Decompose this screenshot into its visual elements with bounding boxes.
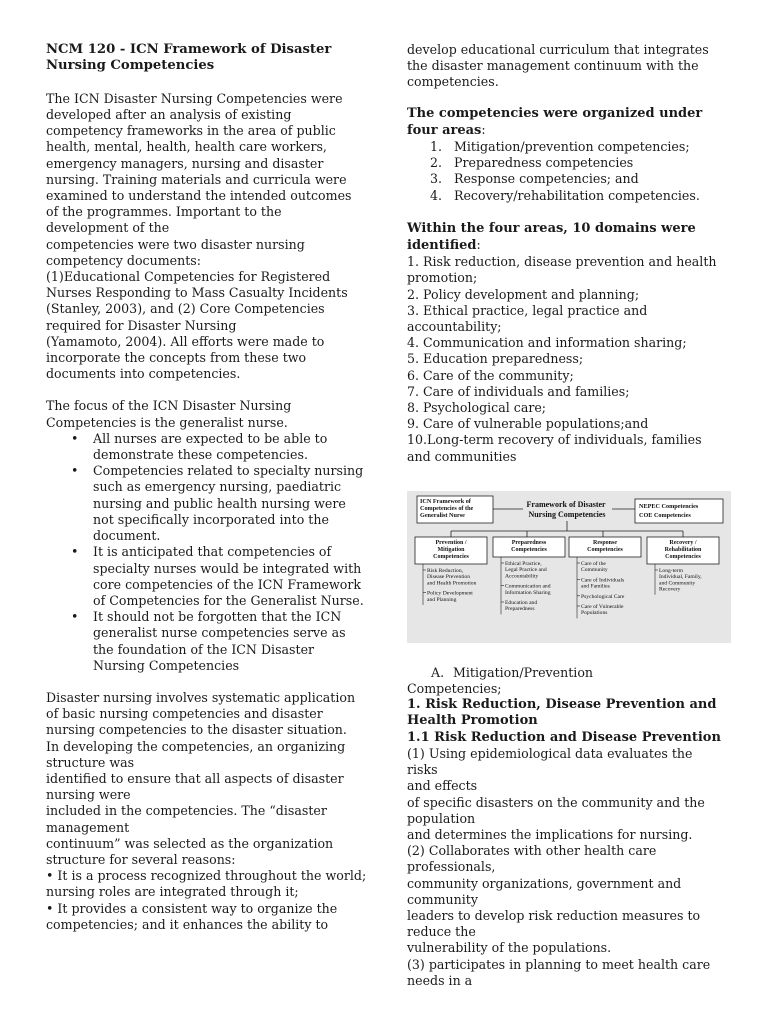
list-item: 2. Policy development and planning; [407, 286, 640, 302]
text-line: health, mental, health, health care workers, [46, 139, 327, 155]
continuum-paragraph [46, 690, 368, 933]
continued-paragraph [407, 42, 723, 91]
list-item: 1. Mitigation/prevention competencies; [430, 139, 690, 155]
text-line: nursing were [46, 787, 131, 803]
text-line: community organizations, government and [407, 875, 682, 891]
left-column [46, 42, 368, 933]
area-item: Policy Development and Planning [427, 590, 473, 603]
text-line: management [46, 819, 130, 835]
area-title: Recovery / Rehabilitation Competencies [664, 539, 702, 560]
text-line: population [407, 810, 476, 826]
document-title: NCM 120 - ICN Framework of Disaster Nursing Competencies [46, 42, 332, 74]
list-item: 9. Care of vulnerable populations;and [407, 416, 649, 432]
list-item: 7. Care of individuals and families; [407, 383, 630, 399]
text-line: The ICN Disaster Nursing Competencies were [46, 90, 343, 106]
list-item: 4. Recovery/rehabilitation competencies. [430, 187, 700, 203]
area-title: Prevention / Mitigation Competencies [433, 539, 469, 560]
text-line: (3) participates in planning to meet health care [407, 956, 711, 972]
text-line: the disaster management continuum with the [407, 58, 699, 74]
text-line: of the programmes. Important to the [46, 204, 282, 220]
text-line: developed after an analysis of existing [46, 107, 292, 123]
text-line: In developing the competencies, an organizing [46, 738, 346, 754]
text-line: needs in a [407, 972, 473, 988]
text-line: structure for several reasons: [46, 851, 236, 867]
text-line: competencies were two disaster nursing [46, 236, 305, 252]
text-line: identified to ensure that all aspects of disaster [46, 770, 344, 786]
svg-text:ICN Framework of Compe: ICN Framework of Competencies of the Generalist Nurse [420, 497, 474, 519]
list-item: 8. Psychological care; [407, 400, 547, 416]
text-line: (Stanley, 2003), and (2) Core Competencies [46, 301, 325, 317]
area-item: Risk Reduction, Disease Prevention and Health Promotion [427, 567, 477, 587]
text-line: and determines the implications for nursing. [407, 826, 693, 842]
text-line: documents into competencies. [46, 366, 241, 382]
list-item: 3. Response competencies; and [430, 171, 639, 187]
text-line: development of the [46, 220, 170, 236]
area-item: Care of Individuals and Families [581, 577, 625, 590]
area-title: Response Competencies [587, 539, 623, 553]
text-line: Competencies is the generalist nurse. [46, 414, 288, 430]
list-item: 2. Preparedness competencies [430, 155, 634, 171]
list-item: • It is anticipated that competencies of specialty nurses would be integrated with core competencies of the ICN Framework of Competencies for the Generalist Nurse. [93, 544, 368, 609]
text-line: develop educational curriculum that integrates [407, 42, 709, 57]
list-item: 10.Long-term recovery of individuals, families and communities [407, 432, 702, 464]
text-line: reduce the [407, 924, 476, 940]
text-line: The focus of the ICN Disaster Nursing [46, 398, 292, 414]
text-line: • It provides a consistent way to organize the [46, 900, 338, 916]
svg-text:Framework of Disaster: Framework of Disaster Nursing Competencies [526, 499, 606, 519]
areas-heading: The competencies were organized under four areas: [407, 105, 703, 138]
text-line: nursing roles are integrated through it; [46, 884, 299, 900]
heading-1-1: 1.1 Risk Reduction and Disease Prevention [407, 729, 721, 745]
svg-text:NEPEC Competencies COE: NEPEC Competencies COE Competencies [639, 502, 699, 519]
text-line: leaders to develop risk reduction measures to [407, 907, 701, 923]
section-a-heading: A. Mitigation/Prevention [431, 664, 594, 680]
list-item: 6. Care of the community; [407, 367, 574, 383]
text-line: (Yamamoto, 2004). All efforts were made to [46, 333, 325, 349]
text-line: Nurses Responding to Mass Casualty Incidents [46, 285, 348, 301]
text-line: competency documents: [46, 252, 201, 268]
list-item: • Competencies related to specialty nursing such as emergency nursing, paediatric nursing and public health nursing were not specifically incorporated into the document. [93, 463, 368, 544]
text-line: emergency managers, nursing and disaster [46, 155, 324, 171]
right-column [407, 42, 723, 989]
text-line: (1)Educational Competencies for Registered [46, 269, 331, 285]
list-item: • It should not be forgotten that the ICN generalist nurse competencies serve as the foundation of the ICN Disaster Nursing Competencies [93, 609, 368, 674]
text-line: of specific disasters on the community and the [407, 794, 705, 810]
framework-diagram-svg [407, 491, 731, 643]
areas-list [407, 139, 723, 204]
text-line: professionals, [407, 859, 496, 875]
framework-diagram [407, 491, 731, 643]
fig-top-left-line1: ICN Framework of [420, 497, 471, 505]
text-line: of basic nursing competencies and disaster [46, 706, 323, 722]
heading-1: 1. Risk Reduction, Disease Prevention and Health Promotion [407, 697, 717, 729]
text-line: nursing competencies to the disaster situation. [46, 722, 347, 738]
text-line: continuum” was selected as the organization [46, 835, 334, 851]
text-line: nursing. Training materials and curricula were [46, 171, 347, 187]
area-item: Ethical Practice, Legal Practice and Accountability [505, 560, 547, 580]
text-line: required for Disaster Nursing [46, 317, 237, 333]
list-item: 1. Risk reduction, disease prevention and health promotion; [407, 254, 717, 286]
list-item: 4. Communication and information sharing; [407, 335, 687, 351]
area-item: Care of the Community [581, 560, 608, 574]
text-line: competencies; and it enhances the ability to [46, 916, 329, 932]
area-item: Communication and Information Sharing [505, 583, 551, 596]
text-line: • It is a process recognized throughout the world; [46, 868, 367, 884]
text-line: (2) Collaborates with other health care [407, 843, 657, 859]
text-line: competency frameworks in the area of public [46, 123, 336, 139]
text-line: (1) Using epidemiological data evaluates the risks [407, 745, 693, 778]
area-item: Long-term Individual, Family, and Community Recovery [659, 567, 702, 593]
text-line: incorporate the concepts from these two [46, 350, 307, 366]
list-item: 5. Education preparedness; [407, 351, 584, 367]
bullet-list [46, 431, 368, 674]
area-title: Preparedness Competencies [511, 539, 547, 553]
text-line: community [407, 891, 478, 907]
intro-paragraph [46, 91, 368, 383]
focus-paragraph [46, 398, 368, 430]
text-line: structure was [46, 754, 135, 770]
text-line: Disaster nursing involves systematic application [46, 689, 356, 705]
section-body [407, 746, 723, 989]
domains-list [407, 254, 723, 465]
area-item: Care of Vulnerable Populations [581, 603, 624, 617]
section-a-sub: Competencies; [407, 681, 502, 697]
text-line: competencies. [407, 74, 499, 90]
text-line: included in the competencies. The “disaster [46, 803, 327, 819]
area-item: Psychological Care [581, 593, 625, 600]
domains-heading: Within the four areas, 10 domains were identified: [407, 220, 696, 254]
area-item: Education and Preparedness [505, 599, 538, 613]
list-item: 3. Ethical practice, legal practice and accountability; [407, 302, 648, 335]
text-line: and effects [407, 778, 478, 794]
text-line: examined to understand the intended outcomes [46, 188, 352, 204]
list-item: • All nurses are expected to be able to demonstrate these competencies. [93, 431, 368, 463]
text-line: vulnerability of the populations. [407, 940, 612, 956]
